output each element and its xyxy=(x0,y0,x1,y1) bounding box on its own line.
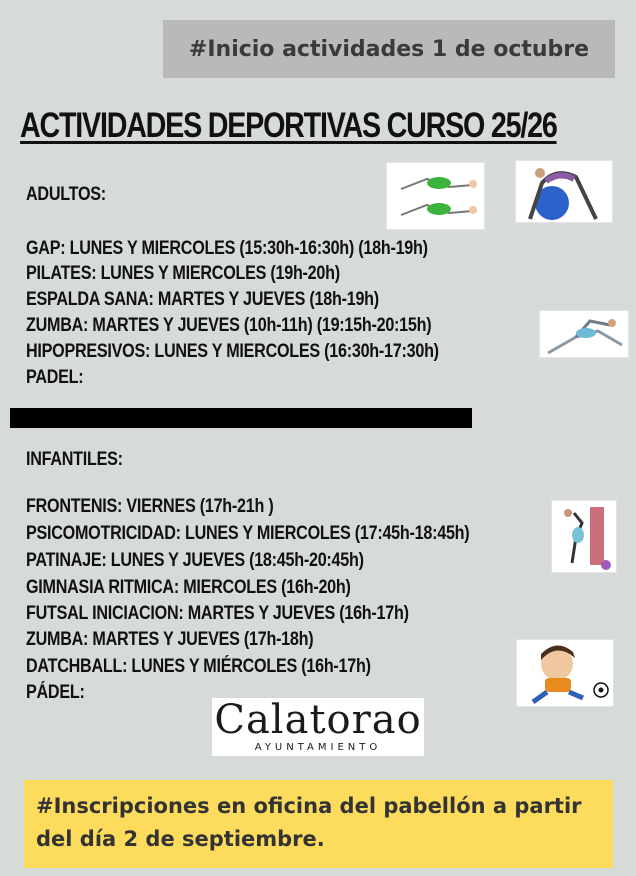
pilates-exercise-image xyxy=(386,162,485,230)
adult-activity-espalda-sana: ESPALDA SANA: MARTES Y JUEVES (18h-19h) xyxy=(26,289,379,310)
section-divider xyxy=(10,408,472,428)
adult-activity-zumba: ZUMBA: MARTES Y JUEVES (10h-11h) (19:15h-20:15h) xyxy=(26,315,432,336)
adults-heading: ADULTOS: xyxy=(26,184,106,205)
child-activity-frontenis: FRONTENIS: VIERNES (17h-21h ) xyxy=(26,496,274,517)
page-title: ACTIVIDADES DEPORTIVAS CURSO 25/26 xyxy=(20,106,557,145)
child-activity-patinaje: PATINAJE: LUNES Y JUEVES (18:45h-20:45h) xyxy=(26,550,364,571)
start-date-banner: #Inicio actividades 1 de octubre xyxy=(163,20,615,78)
adult-activity-pilates: PILATES: LUNES Y MIERCOLES (19h-20h) xyxy=(26,263,340,284)
town-council-logo xyxy=(212,698,424,756)
adult-activity-gap: GAP: LUNES Y MIERCOLES (15:30h-16:30h) (18h-19h) xyxy=(26,238,428,259)
child-activity-futsal: FUTSAL INICIACION: MARTES Y JUEVES (16h-17h) xyxy=(26,603,409,624)
child-activity-zumba: ZUMBA: MARTES Y JUEVES (17h-18h) xyxy=(26,629,314,650)
logo-subtitle: AYUNTAMIENTO xyxy=(254,742,382,753)
child-activity-padel: PÁDEL: xyxy=(26,682,85,703)
fitball-exercise-image xyxy=(515,160,613,223)
children-heading: INFANTILES: xyxy=(26,449,123,470)
rhythmic-gymnast-image xyxy=(551,500,617,573)
logo-wordmark: Calatorao xyxy=(214,697,422,743)
adult-activity-hipopresivos: HIPOPRESIVOS: LUNES Y MIERCOLES (16:30h-17:30h) xyxy=(26,341,439,362)
child-football-image xyxy=(516,639,614,707)
zumba-dancer-image xyxy=(539,310,629,358)
adult-activity-padel: PADEL: xyxy=(26,367,84,388)
registration-banner: #Inscripciones en oficina del pabellón a partir del día 2 de septiembre. xyxy=(24,780,613,868)
child-activity-gimnasia-ritmica: GIMNASIA RITMICA: MIERCOLES (16h-20h) xyxy=(26,577,351,598)
child-activity-psicomotricidad: PSICOMOTRICIDAD: LUNES Y MIERCOLES (17:45h-18:45h) xyxy=(26,523,470,544)
child-activity-datchball: DATCHBALL: LUNES Y MIÉRCOLES (16h-17h) xyxy=(26,656,371,677)
